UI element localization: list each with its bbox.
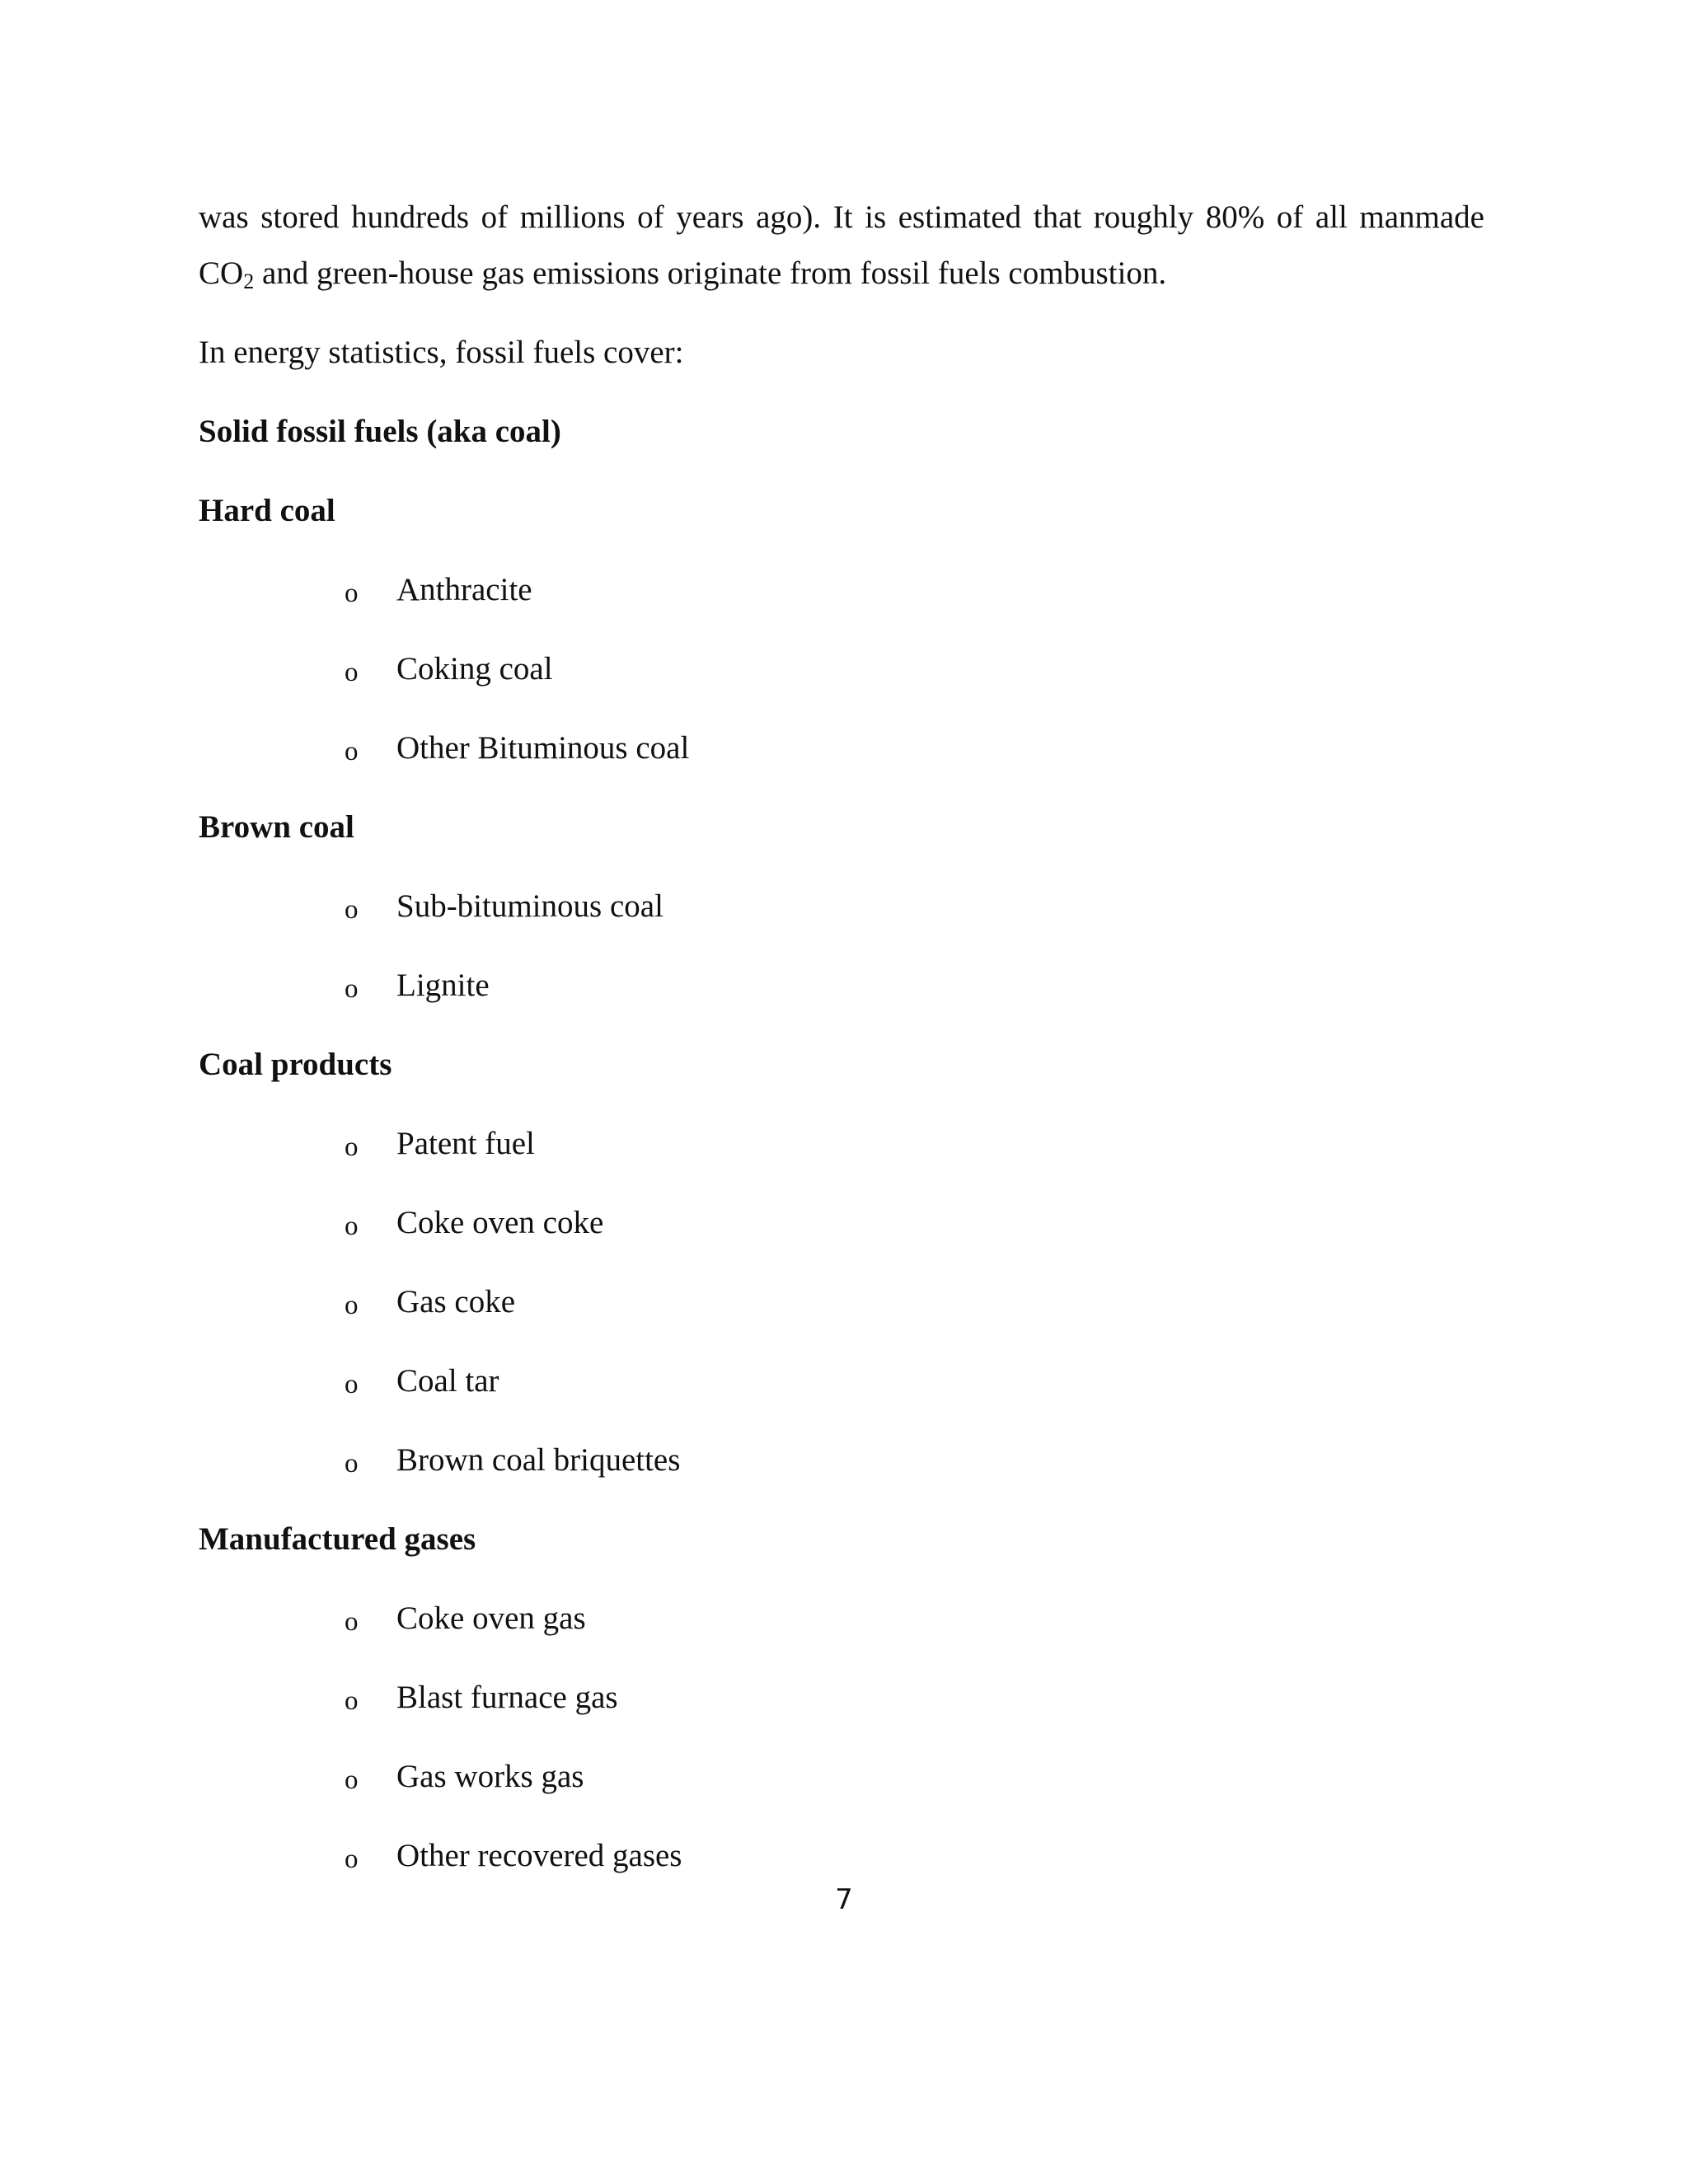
list-item bbox=[0, 570, 1688, 620]
co2-prefix: CO bbox=[199, 255, 244, 291]
bullet-icon: o bbox=[345, 1212, 359, 1241]
list-item-label: Gas coke bbox=[396, 1284, 516, 1319]
list-item-label: Blast furnace gas bbox=[396, 1680, 618, 1715]
list-item-label: Brown coal briquettes bbox=[396, 1442, 681, 1478]
bullet-icon: o bbox=[345, 1607, 359, 1637]
list-item bbox=[0, 1203, 1688, 1253]
list-item bbox=[0, 1836, 1688, 1886]
list-item-label: Coking coal bbox=[396, 651, 553, 687]
paragraph-line-2-rest: and green-house gas emissions originate from fossil fuels combustion. bbox=[254, 255, 1167, 291]
intro-text: In energy statistics, fossil fuels cover: bbox=[199, 335, 684, 370]
heading-manufactured-gases: Manufactured gases bbox=[199, 1521, 476, 1557]
list-item-label: Gas works gas bbox=[396, 1759, 584, 1794]
co2-subscript: 2 bbox=[243, 269, 255, 293]
bullet-icon: o bbox=[345, 1291, 359, 1320]
list-item-label: Sub-bituminous coal bbox=[396, 888, 663, 924]
bullet-icon: o bbox=[345, 1449, 359, 1479]
list-item-label: Lignite bbox=[396, 968, 490, 1003]
list-item bbox=[0, 1757, 1688, 1807]
list-item-label: Coal tar bbox=[396, 1363, 499, 1399]
list-item bbox=[0, 1282, 1688, 1332]
list-item bbox=[0, 1678, 1688, 1727]
bullet-icon: o bbox=[345, 1686, 359, 1716]
page-number: 7 bbox=[835, 1883, 853, 1916]
bullet-icon: o bbox=[345, 895, 359, 925]
bullet-icon: o bbox=[345, 974, 359, 1004]
list-item bbox=[0, 729, 1688, 778]
list-item bbox=[0, 887, 1688, 936]
heading-coal-products: Coal products bbox=[199, 1047, 392, 1082]
bullet-icon: o bbox=[345, 1132, 359, 1162]
bullet-icon: o bbox=[345, 1844, 359, 1874]
list-item bbox=[0, 649, 1688, 699]
paragraph-line-1: was stored hundreds of millions of years ago). It is estimated that roughly 80% of all manmade bbox=[199, 199, 1484, 235]
list-item bbox=[0, 966, 1688, 1015]
list-item-label: Other recovered gases bbox=[396, 1838, 682, 1873]
bullet-icon: o bbox=[345, 1765, 359, 1795]
list-item-label: Patent fuel bbox=[396, 1126, 535, 1161]
heading-solid-fossil-fuels: Solid fossil fuels (aka coal) bbox=[199, 414, 561, 449]
bullet-icon: o bbox=[345, 579, 359, 608]
bullet-icon: o bbox=[345, 737, 359, 766]
bullet-icon: o bbox=[345, 658, 359, 687]
list-item-label: Coke oven coke bbox=[396, 1205, 604, 1240]
heading-brown-coal: Brown coal bbox=[199, 809, 354, 845]
list-item bbox=[0, 1124, 1688, 1174]
list-item-label: Anthracite bbox=[396, 572, 532, 607]
list-item bbox=[0, 1361, 1688, 1411]
paragraph-line-2 bbox=[199, 254, 1166, 293]
list-item bbox=[0, 1441, 1688, 1490]
list-item-label: Coke oven gas bbox=[396, 1601, 586, 1636]
bullet-icon: o bbox=[345, 1370, 359, 1399]
list-item-label: Other Bituminous coal bbox=[396, 730, 690, 766]
list-item bbox=[0, 1599, 1688, 1648]
heading-hard-coal: Hard coal bbox=[199, 493, 335, 528]
